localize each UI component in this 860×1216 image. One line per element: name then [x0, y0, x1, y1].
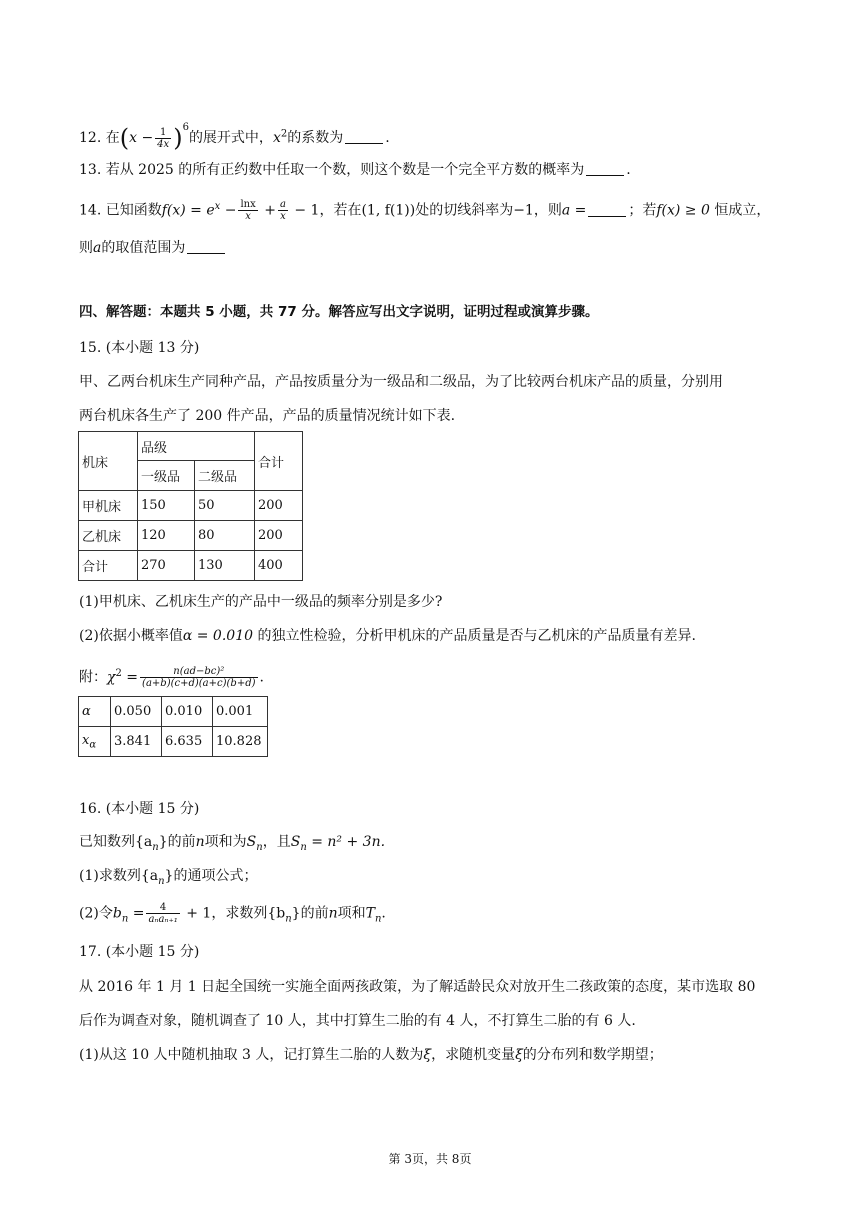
question-13: [79, 160, 631, 180]
paren-close: ): [173, 124, 183, 152]
q12-prefix: 12. 在: [79, 130, 120, 146]
var-n: n: [328, 905, 338, 922]
answer-blank: [586, 161, 624, 176]
q12-exponent: 6: [182, 122, 189, 133]
frac-numerator: n(ad−bc)²: [140, 666, 257, 678]
frac-numerator: 1: [155, 127, 171, 139]
paren-open: (: [119, 124, 130, 152]
question-14-line-2: [79, 238, 227, 258]
q16-line-2: [79, 866, 257, 892]
text: }的前: [291, 905, 329, 922]
q14-intro: 14. 已知函数: [79, 202, 162, 219]
text: .: [381, 905, 386, 922]
answer-blank: [187, 239, 225, 254]
q15-alpha: α = 0.010: [182, 628, 254, 644]
chi-fraction: [140, 666, 257, 689]
question-14-line-1: [79, 197, 770, 222]
q16-line-1: [79, 832, 385, 858]
alpha-subscript: α: [89, 739, 97, 751]
x-label: x: [82, 732, 90, 748]
header-second-grade: 二级品: [195, 461, 255, 491]
q16-header: 16. (本小题 15 分): [79, 801, 200, 817]
text: (1)求数列{a: [79, 868, 159, 884]
page-footer: 第 3页，共 8页: [388, 1152, 472, 1166]
subscript: n: [158, 875, 165, 887]
q12-mid: 的展开式中，: [188, 130, 273, 146]
table-row: [79, 551, 303, 581]
var-S: S: [246, 834, 257, 850]
q14-minus: −: [220, 202, 237, 219]
subscript: n: [285, 913, 292, 925]
table-cell: 150: [138, 491, 195, 521]
q15-paragraph-1: 甲、乙两台机床生产同种产品，产品按质量分为一级品和二级品，为了比较两台机床产品的质量，分别用: [79, 374, 723, 390]
header-grade: 品级: [138, 432, 255, 461]
var-T: T: [365, 905, 375, 922]
q16-line-3: [79, 902, 386, 929]
text: (2)令: [79, 905, 113, 922]
q15-sub-2: [79, 626, 696, 646]
text: 项和为: [204, 834, 247, 850]
q15-s2-b: 的独立性检验，分析甲机床的产品质量是否与乙机床的产品质量有差异.: [253, 628, 696, 644]
q15-header: 15. (本小题 13 分): [79, 340, 200, 356]
q15-s2-a: (2)依据小概率值: [79, 628, 183, 644]
q14-a-fraction: [278, 199, 288, 222]
var-xi: ξ: [515, 1047, 523, 1063]
header-first-grade: 一级品: [138, 461, 195, 491]
frac-denominator: (a+b)(c+d)(a+c)(b+d): [142, 678, 256, 690]
subscript: n: [300, 841, 307, 853]
q14-condition: f(x) ≥ 0: [656, 202, 710, 219]
note-end: .: [259, 669, 264, 686]
table-cell: 6.635: [162, 727, 213, 757]
table-row: [79, 491, 303, 521]
critical-value-table: [78, 696, 268, 757]
q16-fraction: [146, 902, 179, 925]
subscript: n: [256, 841, 263, 853]
subscript: n: [152, 841, 159, 853]
q12-end: .: [385, 130, 390, 146]
q14-tail: − 1，若在(1, f(1))处的切线斜率为−1，则: [289, 202, 562, 219]
table-cell: 0.050: [111, 697, 162, 727]
q15-sub-1: (1)甲机床、乙机床生产的产品中一级品的频率分别是多少?: [79, 594, 443, 610]
q14-exp: x: [214, 201, 221, 212]
text: (1)从这 10 人中随机抽取 3 人，记打算生二胎的人数为: [79, 1047, 424, 1063]
q13-text: 13. 若从 2025 的所有正约数中任取一个数，则这个数是一个完全平方数的概率为: [79, 162, 585, 178]
q14-line2-a: 则: [79, 240, 93, 256]
table-cell: 乙机床: [79, 521, 138, 551]
q14-line2-b: 的取值范围为: [101, 240, 186, 256]
var-xi: ξ: [423, 1047, 432, 1063]
q14-semi: ；若: [628, 202, 657, 219]
formula: = n² + 3n.: [306, 834, 386, 850]
table-cell: 0.001: [213, 697, 268, 727]
table-cell: 200: [255, 491, 303, 521]
table-row: [79, 521, 303, 551]
q12-suffix: 的系数为: [287, 130, 344, 146]
equals: =: [128, 905, 145, 922]
header-total: 合计: [255, 432, 303, 491]
q12-fraction: [155, 127, 171, 150]
note-label: 附：: [79, 669, 107, 686]
table-cell: 120: [138, 521, 195, 551]
table-cell: 3.841: [111, 727, 162, 757]
q17-sub-1: [79, 1045, 663, 1065]
header-machine: 机床: [79, 432, 138, 491]
table-cell: 50: [195, 491, 255, 521]
table-row: [79, 697, 268, 727]
q17-header: 17. (本小题 15 分): [79, 944, 200, 960]
frac-denominator: x: [280, 211, 286, 223]
table-cell: 0.010: [162, 697, 213, 727]
q14-ln-fraction: [238, 199, 257, 222]
text: ，求随机变量: [431, 1047, 516, 1063]
q15-note: [79, 664, 264, 689]
table-cell: 200: [255, 521, 303, 551]
var-b: b: [112, 905, 122, 922]
subscript: n: [121, 913, 129, 925]
q14-plus: +: [259, 202, 276, 219]
table-cell: 130: [195, 551, 255, 581]
answer-blank: [588, 202, 626, 217]
table-cell: 400: [255, 551, 303, 581]
text: + 1，求数列{b: [181, 905, 286, 922]
table-cell: 270: [138, 551, 195, 581]
frac-numerator: lnx: [240, 199, 256, 211]
answer-blank: [345, 129, 383, 144]
chi-exponent: 2: [115, 668, 122, 679]
frac-denominator: 4x: [157, 138, 170, 150]
frac-numerator: 4: [146, 902, 179, 914]
question-12: [79, 118, 390, 150]
q12-x: x: [272, 130, 281, 146]
table-row: [79, 727, 268, 757]
text: ，且: [262, 834, 291, 850]
q12-x-exponent: 2: [280, 128, 288, 140]
text: 项和: [337, 905, 366, 922]
q15-paragraph-2: 两台机床各生产了 200 件产品，产品的质量情况统计如下表.: [79, 408, 456, 424]
text: }的前: [158, 834, 196, 850]
q12-expr: x −: [129, 130, 154, 146]
quality-table: [78, 431, 303, 581]
frac-numerator: a: [279, 199, 286, 211]
section-4-heading: 四、解答题：本题共 5 小题，共 77 分。解答应写出文字说明，证明过程或演算步骤。: [79, 304, 599, 320]
frac-denominator: x: [245, 211, 251, 223]
subscript: n: [374, 913, 382, 925]
text: }的通项公式；: [164, 868, 258, 884]
table-row: [79, 432, 303, 461]
text: 的分布列和数学期望；: [522, 1047, 663, 1063]
table-cell: 10.828: [213, 727, 268, 757]
q14-hold: 恒成立，: [709, 202, 771, 219]
table-cell: 合计: [79, 551, 138, 581]
var-n: n: [195, 834, 205, 850]
text: 已知数列{a: [79, 834, 153, 850]
chi-symbol: χ: [107, 669, 116, 686]
q14-function: f(x) = e: [161, 202, 215, 219]
equals: =: [121, 669, 139, 686]
q13-end: .: [626, 162, 631, 178]
table-cell: [79, 727, 111, 757]
q14-a-var: a: [93, 240, 102, 256]
table-cell: 甲机床: [79, 491, 138, 521]
q14-a-equals: a =: [561, 202, 587, 219]
q17-paragraph-1: 从 2016 年 1 月 1 日起全国统一实施全面两孩政策，为了解适龄民众对放开生二孩政策的态度，某市选取 80: [79, 979, 756, 995]
table-cell: 80: [195, 521, 255, 551]
table-cell: α: [79, 697, 111, 727]
q17-paragraph-2: 后作为调查对象，随机调查了 10 人，其中打算生二胎的有 4 人，不打算生二胎的有 6 人.: [79, 1013, 636, 1029]
frac-denominator: aₙaₙ₊₁: [148, 914, 178, 925]
var-S: S: [290, 834, 301, 850]
